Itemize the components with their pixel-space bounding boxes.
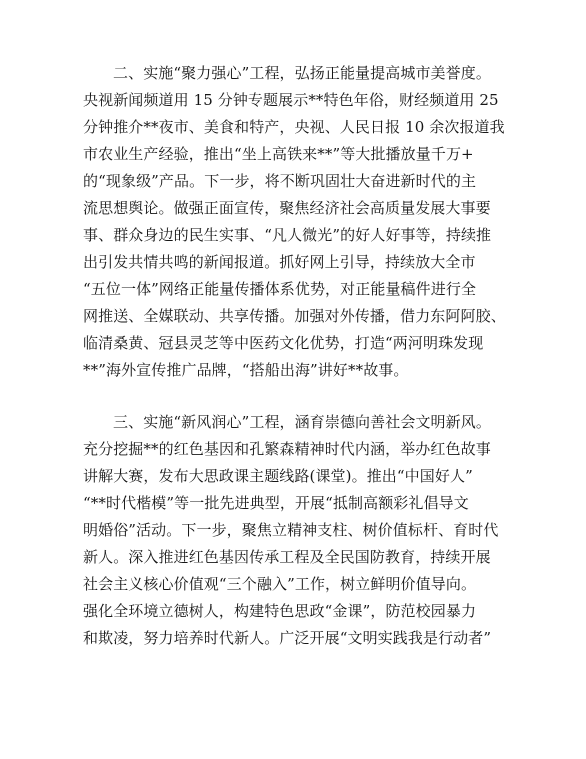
document-body bbox=[83, 60, 507, 652]
paragraph-spacer bbox=[83, 384, 507, 409]
section-2-paragraph bbox=[83, 60, 507, 384]
text-line: 充分挖掘**的红色基因和孔繁森精神时代内涵，举办红色故事 bbox=[83, 440, 491, 458]
text-line: **”海外宣传推广品牌，“搭船出海”讲好**故事。 bbox=[83, 361, 409, 379]
text-line: 的“现象级”产品。下一步，将不断巩固壮大奋进新时代的主 bbox=[83, 172, 477, 190]
section-3-paragraph bbox=[83, 409, 507, 652]
text-line: 临清桑黄、冠县灵芝等中医药文化优势，打造“两河明珠发现 bbox=[83, 334, 484, 352]
text-line: “**时代楷模”等一批先进典型，开展“抵制高额彩礼倡导文 bbox=[83, 494, 469, 512]
text-line: 出引发共情共鸣的新闻报道。抓好网上引导，持续放大全市 bbox=[83, 253, 476, 271]
text-line: 强化全环境立德树人，构建特色思政“金课”，防范校园暴力 bbox=[83, 602, 477, 620]
text-line: 分钟推介**夜市、美食和特产，央视、人民日报 10 余次报道我 bbox=[83, 118, 505, 136]
text-line: 事、群众身边的民生实事、“凡人微光”的好人好事等，持续推 bbox=[83, 226, 492, 244]
text-line: 央视新闻频道用 15 分钟专题展示**特色年俗，财经频道用 25 bbox=[83, 91, 499, 109]
text-line: 流思想舆论。做强正面宣传，聚焦经济社会高质量发展大事要 bbox=[83, 199, 491, 217]
text-line: “五位一体”网络正能量传播体系优势，对正能量稿件进行全 bbox=[83, 280, 477, 298]
section-3-heading: 三、实施“新风润心”工程，涵育崇德向善社会文明新风。 bbox=[113, 413, 491, 431]
text-line: 新人。深入推进红色基因传承工程及全民国防教育，持续开展 bbox=[83, 548, 491, 566]
text-line: 社会主义核心价值观“三个融入”工作，树立鲜明价值导向。 bbox=[83, 575, 477, 593]
text-line: 讲解大赛，发布大思政课主题线路(课堂)。推出“中国好人” bbox=[83, 467, 473, 485]
section-2-heading: 二、实施“聚力强心”工程，弘扬正能量提高城市美誉度。 bbox=[113, 64, 491, 82]
text-line: 网推送、全媒联动、共享传播。加强对外传播，借力东阿阿胶、 bbox=[83, 307, 506, 325]
text-line: 和欺凌，努力培养时代新人。广泛开展“文明实践我是行动者” bbox=[83, 629, 492, 647]
text-line: 明婚俗”活动。下一步，聚焦立精神支柱、树价值标杆、育时代 bbox=[83, 521, 499, 539]
text-line: 市农业生产经验，推出“坐上高铁来**”等大批播放量千万+ bbox=[83, 145, 474, 163]
